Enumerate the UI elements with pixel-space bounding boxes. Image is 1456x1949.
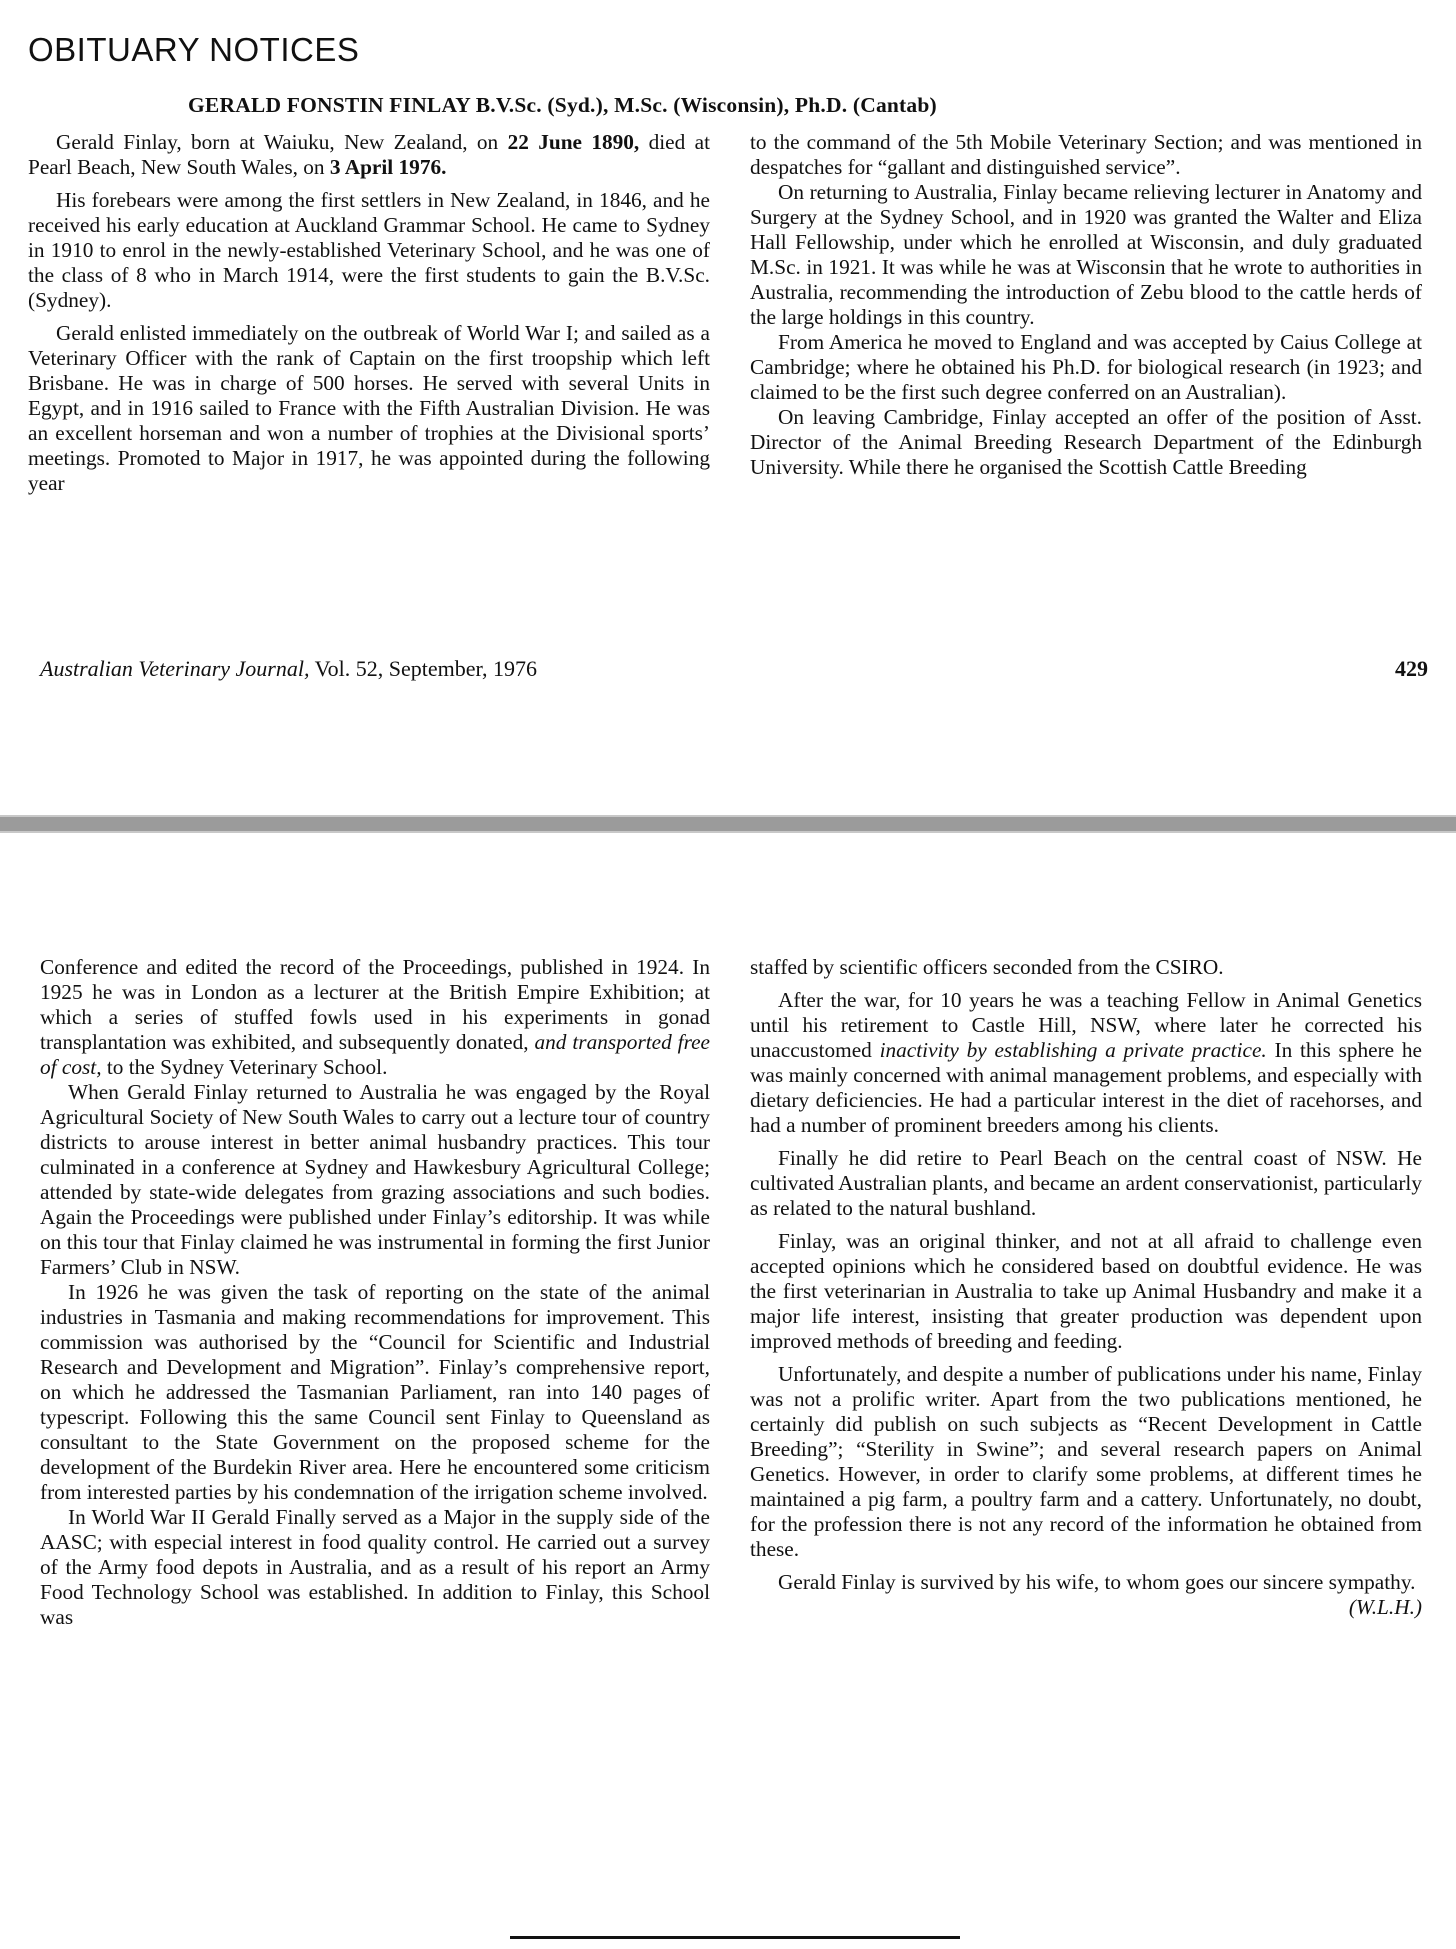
author-signature: (W.L.H.)	[1348, 1595, 1422, 1619]
page-footer	[40, 655, 1428, 683]
end-rule	[510, 1936, 960, 1939]
section-title: OBITUARY NOTICES	[28, 31, 360, 68]
paragraph-conference	[40, 955, 710, 1080]
paragraph-forebears: His forebears were among the first settlers in New Zealand, in 1846, and he received his early education at Auckland Grammar School. He came to Sydney in 1910 to enrol in the newly-established Veterinary School, and he was one of the class of 8 who in March 1914, were the first students to gain the B.V.Sc. (Sydney).	[28, 188, 710, 312]
italic-span: and transported free of cost,	[40, 1030, 711, 1079]
italic-span: inactivity by establishing a private practice.	[879, 1038, 1267, 1062]
paragraph-ww2: In World War II Gerald Finally served as a Major in the supply side of the AASC; with especial interest in food quality control. He carried out a survey of the Army food depots in Australia, and as a result of his report an Army Food Technology School was established. In addition to Finlay, this School was	[40, 1505, 710, 1629]
paragraph-tasmania: In 1926 he was given the task of reporting on the state of the animal industries in Tasmania and making recommendations for improvement. This commission was authorised by the “Council for Scientific and Industrial Research and Development and Migration”. Finlay’s comprehensive report, on which he addressed the Tasmanian Parliament, ran into 140 pages of typescript. Following this the same Council sent Finlay to Queensland as consultant to the State Government on the proposed scheme for the development of the Burdekin River area. Here he encountered some criticism from interested parties by his condemnation of the irrigation scheme involved.	[40, 1280, 710, 1504]
paragraph-ww1: Gerald enlisted immediately on the outbreak of World War I; and sailed as a Veterinary Officer with the rank of Captain on the first troopship which left Brisbane. He was in charge of 500 horses. He served with several Units in Egypt, and in 1916 sailed to France with the Fifth Australian Division. He was an excellent horseman and won a number of trophies at the Divisional sports’ meetings. Promoted to Major in 1917, he was appointed during the following year	[28, 321, 710, 495]
paragraph-csiro: staffed by scientific officers seconded from the CSIRO.	[750, 955, 1224, 979]
paragraph-original-thinker: Finlay, was an original thinker, and not at all afraid to challenge even accepted opinions which he considered based on doubtful evidence. He was the first veterinarian in Australia to take up Animal Husbandry and make it a major life interest, insisting that greater production was dependent upon improved methods of breeding and feeding.	[750, 1229, 1422, 1353]
journal-name: Australian Veterinary Journal,	[40, 656, 310, 681]
page2-left-column	[40, 955, 710, 1630]
text-span: died at Pearl Beach, New South Wales, on	[28, 130, 710, 179]
article-title: GERALD FONSTIN FINLAY B.V.Sc. (Syd.), M.Sc. (Wisconsin), Ph.D. (Cantab)	[188, 93, 937, 117]
page-separator	[0, 815, 1456, 833]
page1-left-column	[28, 130, 710, 496]
paragraph-lecture-tour: When Gerald Finlay returned to Australia he was engaged by the Royal Agricultural Society of New South Wales to carry out a lecture tour of country districts to arouse interest in better animal husbandry practices. This tour culminated in a conference at Sydney and Hawkesbury Agricultural College; attended by state-wide delegates from grazing associations and such bodies. Again the Proceedings were published under Finlay’s editorship. It was while on this tour that Finlay claimed he was instrumental in forming the first Junior Farmers’ Club in NSW.	[40, 1080, 710, 1279]
paragraph-command: to the command of the 5th Mobile Veterinary Section; and was mentioned in despatches for “gallant and distinguished service”.	[750, 130, 1422, 179]
page-number: 429	[1395, 656, 1428, 681]
text-span: Gerald Finlay, born at Waiuku, New Zealand, on	[56, 130, 508, 154]
paragraph-survived: Gerald Finlay is survived by his wife, to whom goes our sincere sympathy.	[778, 1570, 1416, 1594]
text-span: Conference and edited the record of the Proceedings, published in 1924. In 1925 he was in London as a lecturer at the British Empire Exhibition; at which a series of stuffed fowls used in his experiments in gonad transplantation was exhibited, and subsequently donated,	[40, 955, 710, 1054]
page2-right-column	[750, 955, 1422, 1620]
paragraph-edinburgh: On leaving Cambridge, Finlay accepted an offer of the position of Asst. Director of the Animal Breeding Research Department of the Edinburgh University. While there he organised the Scottish Cattle Breeding	[750, 405, 1422, 479]
death-date: 3 April 1976.	[329, 155, 447, 179]
paragraph-after-war	[750, 988, 1422, 1138]
birth-date: 22 June 1890,	[507, 130, 640, 154]
paragraph-birth-death	[28, 130, 710, 180]
text-span: After the war, for 10 years he was a teaching Fellow in Animal Genetics until his retirement to Castle Hill, NSW, where later he corrected his unaccustomed	[750, 988, 1422, 1062]
paragraph-returning: On returning to Australia, Finlay became relieving lecturer in Anatomy and Surgery at the Sydney School, and in 1920 was granted the Walter and Eliza Hall Fellowship, under which he enrolled at Wisconsin, and duly graduated M.Sc. in 1921. It was while he was at Wisconsin that he wrote to authorities in Australia, recommending the introduction of Zebu blood to the cattle herds of the large holdings in this country.	[750, 180, 1422, 329]
paragraph-publications: Unfortunately, and despite a number of publications under his name, Finlay was not a prolific writer. Apart from the two publications mentioned, he certainly did publish on such subjects as “Recent Development in Cattle Breeding”; “Sterility in Swine”; and several research papers on Animal Genetics. However, in order to clarify some problems, at different times he maintained a pig farm, a poultry farm and a cattery. Unfortunately, no doubt, for the profession there is not any record of the information he obtained from these.	[750, 1362, 1422, 1561]
page1-right-column	[750, 130, 1422, 480]
paragraph-cambridge: From America he moved to England and was accepted by Caius College at Cambridge; where he obtained his Ph.D. for biological research (in 1923; and claimed to be the first such degree conferred on an Australian).	[750, 330, 1422, 404]
text-span: to the Sydney Veterinary School.	[101, 1055, 388, 1079]
journal-issue: Vol. 52, September, 1976	[309, 656, 537, 681]
text-span: In this sphere he was mainly concerned with animal management problems, and especially with dietary deficiencies. He had a particular interest in the diet of racehorses, and had a number of prominent breeders among his clients.	[750, 1038, 1422, 1137]
paragraph-pearl-beach: Finally he did retire to Pearl Beach on the central coast of NSW. He cultivated Australian plants, and became an ardent conservationist, particularly as related to the natural bushland.	[750, 1146, 1422, 1220]
